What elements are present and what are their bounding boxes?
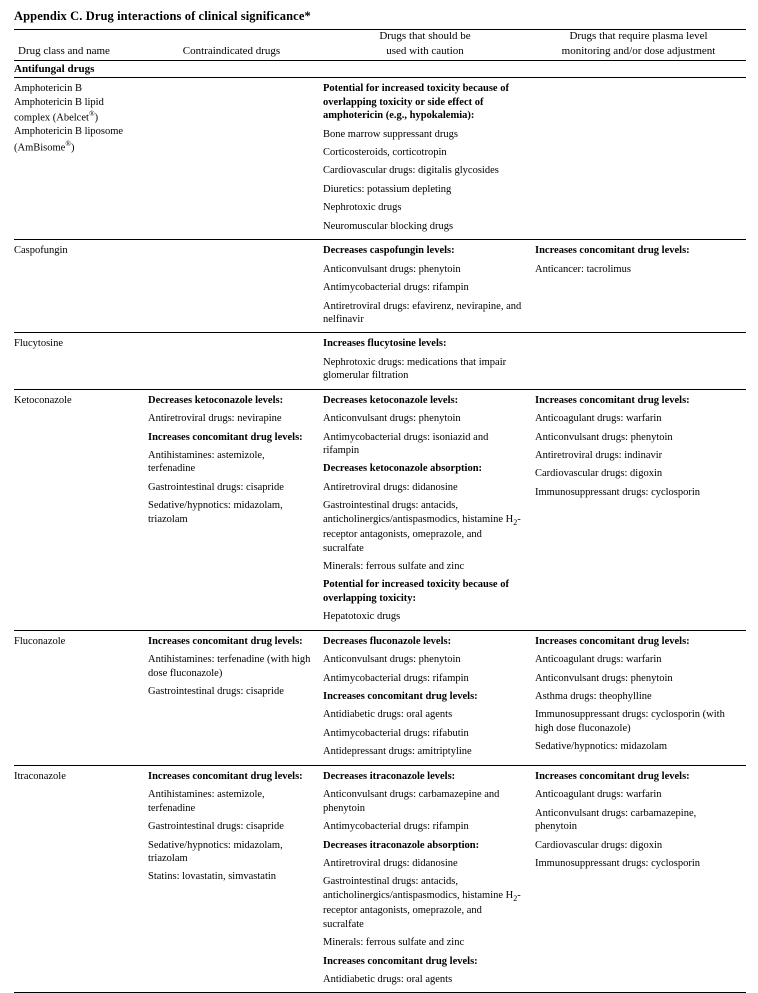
row-contraindicated: Increases concomitant drug levels: Antihistamines: terfenadine (with high dose fluconazole) Gastrointestinal drugs: cisapride — [144, 630, 319, 765]
row-contraindicated — [144, 78, 319, 240]
header-blank-1 — [14, 30, 144, 44]
table-header-bottom — [14, 44, 746, 61]
section-header-antifungal — [14, 61, 746, 78]
header-monitoring-line1: Drugs that require plasma level — [569, 30, 708, 42]
row-monitoring — [531, 78, 746, 240]
row-caution: Decreases ketoconazole levels: Anticonvulsant drugs: phenytoin Antimycobacterial drugs: isoniazid and rifampin Decreases ketoconazole absorption: Antiretroviral drugs: didanosine Gastrointestinal drugs: antacids, anticholinergics/antispasmodics, histamine $H_2$-receptor antagonists, omeprazole, and sucralfate Minerals: ferrous sulfate and zinc Potential for increased toxicity because of overlapping toxicity: Hepatotoxic drugs — [319, 389, 531, 630]
row-monitoring: Increases concomitant drug levels: Anticancer: tacrolimus — [531, 240, 746, 333]
row-caution: Decreases caspofungin levels: Anticonvulsant drugs: phenytoin Antimycobacterial drugs: rifampin Antiretroviral drugs: efavirenz, nevirapine, and nelfinavir — [319, 240, 531, 333]
table-row — [14, 765, 746, 992]
row-contraindicated — [144, 333, 319, 389]
row-contraindicated: Decreases ketoconazole levels: Antiretroviral drugs: nevirapine Increases concomitant drug levels: Antihistamines: astemizole, terfenadine Gastrointestinal drugs: cisapride Sedative/hypnotics: midazolam, triazolam — [144, 389, 319, 630]
section-label: Antifungal drugs — [14, 61, 746, 78]
row-monitoring: Increases concomitant drug levels: Anticoagulant drugs: warfarin Anticonvulsant drugs: phenytoin Asthma drugs: theophylline Immunosuppressant drugs: cyclosporin (with high dose fluconazole) Sedative/hypnotics: midazolam — [531, 630, 746, 765]
header-blank-2 — [144, 30, 319, 44]
page-title: Appendix C. Drug interactions of clinical significance* — [14, 9, 311, 23]
row-caution: Decreases fluconazole levels: Anticonvulsant drugs: phenytoin Antimycobacterial drugs: rifampin Increases concomitant drug levels: Antidiabetic drugs: oral agents Antimycobacterial drugs: rifabutin Antidepressant drugs: amitriptyline — [319, 630, 531, 765]
row-contraindicated: Increases concomitant drug levels: Antihistamines: astemizole, terfenadine Gastrointestinal drugs: cisapride Sedative/hypnotics: midazolam, triazolam Statins: lovastatin, simvastatin — [144, 765, 319, 992]
header-caution-line2: used with caution — [386, 44, 464, 57]
row-monitoring — [531, 333, 746, 389]
header-monitoring-line2: monitoring and/or dose adjustment — [561, 44, 716, 57]
row-caution: Decreases itraconazole levels: Anticonvulsant drugs: carbamazepine and phenytoin Antimycobacterial drugs: rifampin Decreases itraconazole absorption: Antiretroviral drugs: didanosine Gastrointestinal drugs: antacids, anticholinergics/antispasmodics, histamine $H_2$-receptor antagonists, omeprazole, and sucralfate Minerals: ferrous sulfate and zinc Increases concomitant drug levels: Antidiabetic drugs: oral agents — [319, 765, 531, 992]
table-row — [14, 389, 746, 630]
table-row — [14, 78, 746, 240]
header-drug-class: Drug class and name — [18, 44, 110, 57]
table-row — [14, 630, 746, 765]
row-contraindicated — [144, 240, 319, 333]
row-drug-name: Fluconazole — [14, 630, 144, 765]
row-drug-name: Amphotericin B Amphotericin B lipid complex (Abelcet®) Amphotericin B liposome (AmBisome®) — [14, 83, 124, 154]
row-monitoring: Increases concomitant drug levels: Anticoagulant drugs: warfarin Anticonvulsant drugs: carbamazepine, phenytoin Cardiovascular drugs: digoxin Immunosuppressant drugs: cyclosporin — [531, 765, 746, 992]
row-drug-name: Flucytosine — [14, 333, 144, 389]
table-row — [14, 240, 746, 333]
row-drug-name: Itraconazole — [14, 765, 144, 992]
row-monitoring: Increases concomitant drug levels: Anticoagulant drugs: warfarin Anticonvulsant drugs: phenytoin Antiretroviral drugs: indinavir Cardiovascular drugs: digoxin Immunosuppressant drugs: cyclosporin — [531, 389, 746, 630]
row-caution: Increases flucytosine levels: Nephrotoxic drugs: medications that impair glomerular filtration — [319, 333, 531, 389]
table-header-top — [14, 30, 746, 44]
row-drug-name: Ketoconazole — [14, 389, 144, 630]
drug-interactions-table — [14, 29, 746, 992]
row-drug-name: Caspofungin — [14, 240, 144, 333]
header-caution-line1: Drugs that should be — [379, 30, 471, 42]
header-contraindicated: Contraindicated drugs — [182, 44, 281, 57]
table-row — [14, 333, 746, 389]
row-caution: Potential for increased toxicity because of overlapping toxicity or side effect of amphotericin (e.g., hypokalemia): Bone marrow suppressant drugs Corticosteroids, corticotropin Cardiovascular drugs: digitalis glycosides Diuretics: potassium depleting Nephrotoxic drugs Neuromuscular blocking drugs — [323, 83, 509, 232]
